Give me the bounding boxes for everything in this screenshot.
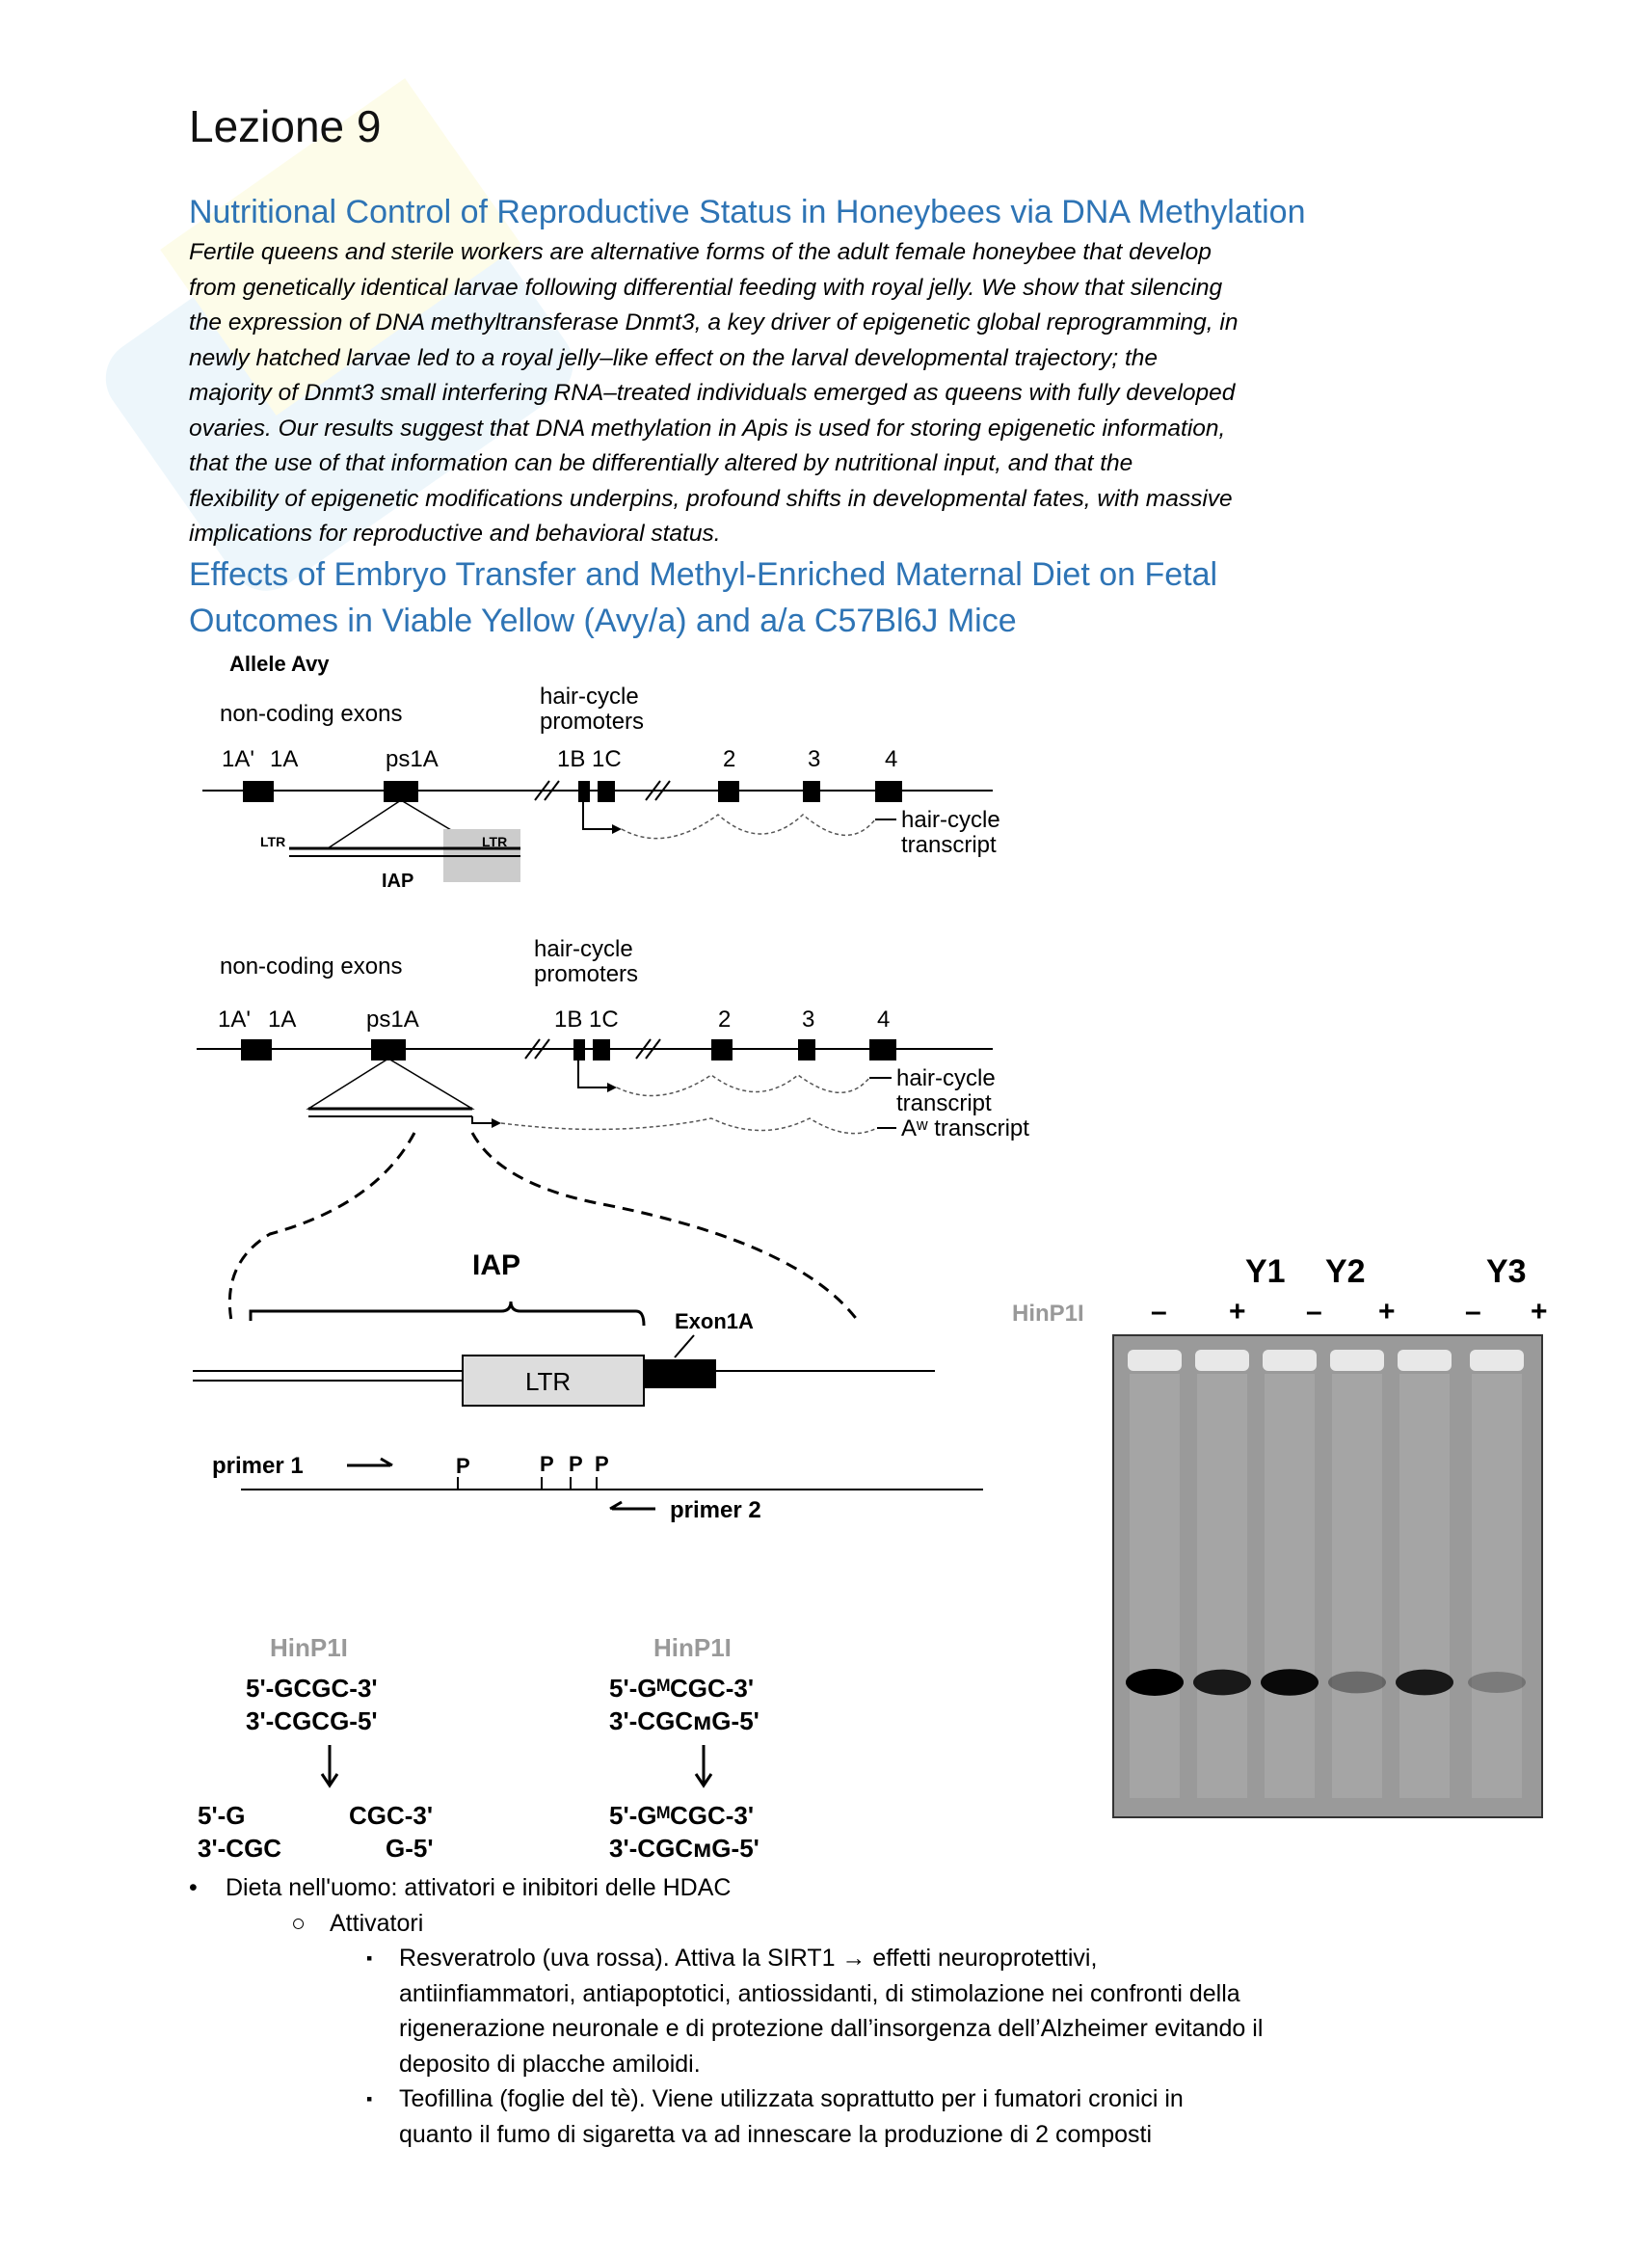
- gel-well: [1470, 1350, 1524, 1371]
- exon-label-3: 3: [808, 746, 821, 772]
- gel-well: [1330, 1350, 1384, 1371]
- exon-block: [578, 781, 590, 802]
- unmeth-bottom: 3'-CGCG-5': [246, 1706, 378, 1735]
- gel-well: [1128, 1350, 1182, 1371]
- lane-sign: –: [1306, 1296, 1322, 1328]
- section-heading-mice-line: Effects of Embryo Transfer and Methyl-Enriched Maternal Diet on Fetal: [189, 556, 1218, 593]
- bullet-mark: ○: [291, 1909, 306, 1937]
- gel-lane: [1399, 1374, 1450, 1798]
- bullet-line: rigenerazione neuronale e di protezione dall’insorgenza dell’Alzheimer evitando il: [399, 2015, 1264, 2042]
- abstract-line: from genetically identical larvae following differential feeding with royal jelly. We show that silencing: [189, 274, 1223, 301]
- bullet-line: quanto il fumo di sigaretta va ad innescare la produzione di 2 composti: [399, 2120, 1153, 2148]
- cut-bottom-left: 3'-CGC: [198, 1834, 282, 1863]
- exon-label-1b1c: 1B 1C: [554, 1007, 619, 1033]
- exon-label-1a: 1A: [270, 746, 299, 772]
- ltr-label: LTR: [260, 834, 286, 849]
- aw-transcript-label: Aʷ transcript: [901, 1115, 1029, 1141]
- unmeth-top: 5'-GCGC-3': [246, 1674, 378, 1703]
- haircycle-promoters-label: hair-cycle: [540, 684, 639, 710]
- bullet-line: antiinfiammatori, antiapoptotici, antiossidanti, di stimolazione nei confronti della: [399, 1979, 1240, 2007]
- gel-band: [1193, 1670, 1251, 1696]
- hinp1i-site: P: [456, 1454, 470, 1478]
- cut-top-right: CGC-3': [349, 1801, 434, 1830]
- bullet-item-l3: [366, 2081, 1652, 2152]
- lane-sign: +: [1531, 1296, 1548, 1328]
- exon-block: [243, 781, 274, 802]
- haircycle-transcript-label: hair-cycle: [896, 1065, 996, 1091]
- bullet-mark: ▪: [366, 2089, 373, 2108]
- gel-band: [1261, 1669, 1319, 1696]
- exon-label-1a-prime: 1A': [222, 746, 254, 772]
- lane-sign: –: [1151, 1296, 1167, 1328]
- hinp1i-label: HinP1I: [653, 1633, 732, 1662]
- exon-block: [803, 781, 820, 802]
- meth-result-bottom: 3'-CGCᴍG-5': [609, 1834, 759, 1863]
- exon-label-2: 2: [723, 746, 736, 772]
- bullet-item-l2: [291, 1906, 1583, 1942]
- lane-sign: +: [1378, 1296, 1396, 1328]
- exon-label-2: 2: [718, 1007, 732, 1033]
- gel-band: [1396, 1670, 1453, 1696]
- sample-label-y2: Y2: [1325, 1253, 1366, 1290]
- exon1a-block: [644, 1359, 716, 1388]
- gel-well: [1195, 1350, 1249, 1371]
- exon-label-1a-prime: 1A': [218, 1007, 251, 1033]
- hinp1i-label: HinP1I: [270, 1633, 348, 1662]
- bullet-mark: •: [189, 1874, 198, 1901]
- exon-block: [384, 781, 418, 802]
- gel-well: [1398, 1350, 1452, 1371]
- section-heading-mice: [189, 551, 1217, 644]
- cut-top-left: 5'-G: [198, 1801, 246, 1830]
- haircycle-transcript-label: hair-cycle: [901, 807, 1000, 833]
- bullet-list: [189, 1870, 1442, 2152]
- iap-label: IAP: [382, 871, 414, 892]
- hinp1i-site: P: [540, 1452, 554, 1476]
- bullet-mark: ▪: [366, 1948, 373, 1968]
- noncoding-exons-label: non-coding exons: [220, 701, 403, 727]
- primer1-label: primer 1: [212, 1453, 304, 1479]
- abstract-line: newly hatched larvae led to a royal jelly–like effect on the larval developmental trajectory; the: [189, 344, 1159, 371]
- sample-label-y1: Y1: [1245, 1253, 1286, 1290]
- section-heading-mice-line: Outcomes in Viable Yellow (Avy/a) and a/a C57Bl6J Mice: [189, 603, 1017, 639]
- meth-top: 5'-GᴹCGC-3': [609, 1674, 755, 1703]
- haircycle-transcript-label: transcript: [896, 1090, 992, 1116]
- abstract-line: flexibility of epigenetic modifications underpins, profound shifts in developmental fates, with massive: [189, 485, 1233, 512]
- gel-lane: [1472, 1374, 1522, 1798]
- hinp1i-site: P: [569, 1452, 583, 1476]
- page-title: Lezione 9: [189, 101, 382, 151]
- abstract-paragraph: [189, 235, 1413, 552]
- enzyme-label: HinP1I: [1012, 1301, 1084, 1327]
- exon-block: [875, 781, 902, 802]
- gel-well: [1263, 1350, 1317, 1371]
- bullet-line: Resveratrolo (uva rossa). Attiva la SIRT1 → effetti neuroprotettivi,: [399, 1945, 1098, 1972]
- haircycle-transcript-label: transcript: [901, 832, 997, 858]
- bullet-text: Attivatori: [330, 1909, 424, 1937]
- exon-label-4: 4: [877, 1007, 891, 1033]
- exon-block: [598, 781, 615, 802]
- exon-label-1a: 1A: [268, 1007, 297, 1033]
- exon-label-4: 4: [885, 746, 898, 772]
- gel-lane: [1197, 1374, 1247, 1798]
- iap-brace: [251, 1302, 644, 1326]
- abstract-line: majority of Dnmt3 small interfering RNA–treated individuals emerged as queens with fully developed: [189, 380, 1236, 406]
- gel-band: [1468, 1672, 1526, 1693]
- gel-band: [1126, 1669, 1184, 1696]
- lane-sign: +: [1229, 1296, 1246, 1328]
- iap-detail-label: IAP: [472, 1249, 521, 1281]
- noncoding-exons-label: non-coding exons: [220, 953, 403, 980]
- lane-sign: –: [1465, 1296, 1481, 1328]
- abstract-line: Fertile queens and sterile workers are alternative forms of the adult female honeybee that develop: [189, 239, 1212, 265]
- haircycle-promoters-label: hair-cycle: [534, 936, 633, 962]
- exon-label-1b1c: 1B 1C: [557, 746, 622, 772]
- gel-electrophoresis-image: [993, 1244, 1548, 1841]
- splice-path: [622, 815, 875, 839]
- abstract-line: the expression of DNA methyltransferase Dnmt3, a key driver of epigenetic global reprogramming, in: [189, 309, 1239, 336]
- bullet-item-l1: [189, 1870, 1479, 1906]
- cut-bottom-right: G-5': [386, 1834, 434, 1863]
- primer2-label: primer 2: [670, 1497, 761, 1523]
- abstract-line: implications for reproductive and behavioral status.: [189, 521, 721, 547]
- exon-label-3: 3: [802, 1007, 815, 1033]
- sample-label-y3: Y3: [1486, 1253, 1527, 1290]
- gel-lane: [1332, 1374, 1382, 1798]
- haircycle-promoters-label: promoters: [540, 709, 645, 735]
- abstract-line: that the use of that information can be differentially altered by nutritional input, and that the: [189, 450, 1133, 476]
- ltr-label: LTR: [482, 834, 508, 849]
- exon1a-label: Exon1A: [675, 1309, 754, 1333]
- bullet-line: deposito di placche amiloidi.: [399, 2050, 701, 2078]
- bullet-item-l3: [366, 1941, 1652, 2081]
- haircycle-promoters-label: promoters: [534, 961, 639, 987]
- bullet-line: Teofillina (foglie del tè). Viene utilizzata soprattutto per i fumatori cronici in: [399, 2085, 1184, 2112]
- gel-band: [1328, 1672, 1386, 1694]
- gel-lane: [1130, 1374, 1180, 1798]
- hinp1i-site: P: [595, 1452, 609, 1476]
- ltr-box-label: LTR: [525, 1367, 572, 1396]
- section-heading-honeybees: Nutritional Control of Reproductive Status in Honeybees via DNA Methylation: [189, 194, 1306, 230]
- agouti-allele-diagram: [183, 646, 1108, 1861]
- meth-result-top: 5'-GᴹCGC-3': [609, 1801, 755, 1830]
- meth-bottom: 3'-CGCᴍG-5': [609, 1706, 759, 1735]
- exon-label-ps1a: ps1A: [366, 1007, 419, 1033]
- exon-label-ps1a: ps1A: [386, 746, 439, 772]
- gel-lane: [1265, 1374, 1315, 1798]
- abstract-line: ovaries. Our results suggest that DNA methylation in Apis is used for storing epigenetic information,: [189, 415, 1226, 442]
- bullet-text: Dieta nell'uomo: attivatori e inibitori delle HDAC: [226, 1874, 732, 1901]
- allele-label: Allele Avy: [229, 652, 330, 676]
- exon-block: [718, 781, 739, 802]
